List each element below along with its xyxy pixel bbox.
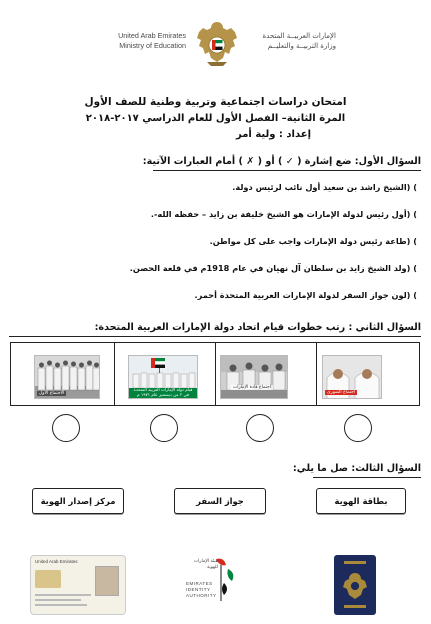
- emirates-identity-authority-logo: [176, 555, 266, 615]
- id-card-title: United Arab Emirates: [35, 559, 78, 564]
- question-2-heading: السؤال الثاني : رتب خطوات قيام اتحاد دولة الإمارات العربية المتحدة:: [94, 322, 421, 333]
- ministry-name-english: [96, 31, 186, 51]
- statement-1: ) (الشيخ راشد بن سعيد أول نائب لرئيس دولة.: [232, 182, 417, 192]
- emirates-id-card-image: [30, 555, 126, 615]
- exam-title: امتحان دراسات اجتماعية وتربية وطنية للصف الأول: [84, 96, 347, 108]
- photo-caption: اجتماع قادة الإمارات: [233, 385, 272, 390]
- meeting-photo-icon: [221, 356, 288, 399]
- photo-shura-meeting: [322, 355, 382, 399]
- question-3-heading: السؤال الثالث: صل ما يلي:: [292, 463, 421, 474]
- photo-first-meeting: [34, 355, 100, 399]
- match-box-passport[interactable]: جواز السفر: [174, 488, 266, 514]
- card-text-line: [35, 594, 91, 596]
- strip-divider: [114, 343, 115, 405]
- order-answer-circle[interactable]: [246, 414, 274, 442]
- photo-caption: قيام دولة الإمارات العربية المتحدة في ٢ من ديسمبر عام ١٩٧١ م: [133, 387, 193, 397]
- photo-caption: اجتماع الشورى: [327, 390, 356, 395]
- strip-divider: [215, 343, 216, 405]
- ministry-line: Ministry of Education: [119, 41, 186, 50]
- authority-word: AUTHORITY: [186, 593, 217, 598]
- question-2-underline: [9, 336, 421, 337]
- authority-word: EMIRATES: [186, 581, 213, 586]
- uae-passport-image: [334, 555, 376, 615]
- exam-subtitle: المرة الثانية– الفصل الأول للعام الدراسي ٢٠١٧-٢٠١٨: [85, 113, 346, 124]
- exam-author: إعداد : ولية أمر: [236, 129, 311, 140]
- statement-2: ) (أول رئيس لدولة الإمارات هو الشيخ خليفة بن زايد – حفظه الله-.: [150, 209, 417, 219]
- match-box-id-center[interactable]: مركز إصدار الهوية: [32, 488, 124, 514]
- photo-union-declaration: [128, 355, 198, 399]
- photo-caption: الاجتماع الأول: [39, 391, 65, 396]
- authority-arabic-name: هيئة الإمارات للهوية: [193, 559, 218, 570]
- question-3-underline: [313, 477, 421, 478]
- strip-divider: [316, 343, 317, 405]
- ministry-line: وزارة التربيــة والتعليــم: [267, 42, 336, 50]
- statement-4: ) (ولد الشيخ زايد بن سلطان آل نهيان في عام 1918م في قلعة الحصن.: [129, 263, 417, 273]
- ministry-line: الإمارات العربيــة المتحدة: [262, 32, 336, 40]
- order-answer-circle[interactable]: [52, 414, 80, 442]
- match-box-id-card[interactable]: بطاقة الهوية: [316, 488, 406, 514]
- chip-icon: [35, 570, 61, 588]
- photo-leaders-meeting: [220, 355, 288, 399]
- authority-word: IDENTITY: [186, 587, 211, 592]
- card-text-line: [35, 604, 87, 606]
- ministry-line: United Arab Emirates: [118, 31, 186, 40]
- ministry-name-arabic: [244, 31, 336, 51]
- portrait-icon: [95, 566, 119, 596]
- passport-emblem-icon: [334, 555, 376, 615]
- order-answer-circle[interactable]: [344, 414, 372, 442]
- uae-emblem-icon: [193, 18, 241, 70]
- statement-5: ) (لون جواز السفر لدولة الإمارات العربية المتحدة أحمر.: [194, 290, 417, 300]
- question-1-heading: السؤال الأول: ضع إشارة ( ✓ ) أو ( ✗ ) أمام العبارات الآتية:: [142, 156, 421, 167]
- question-1-underline: [153, 170, 421, 171]
- statement-3: ) (طاعة رئيس دولة الإمارات واجب على كل مواطن.: [209, 236, 417, 246]
- order-answer-circle[interactable]: [150, 414, 178, 442]
- authority-english-name: [186, 581, 217, 599]
- card-text-line: [35, 599, 81, 601]
